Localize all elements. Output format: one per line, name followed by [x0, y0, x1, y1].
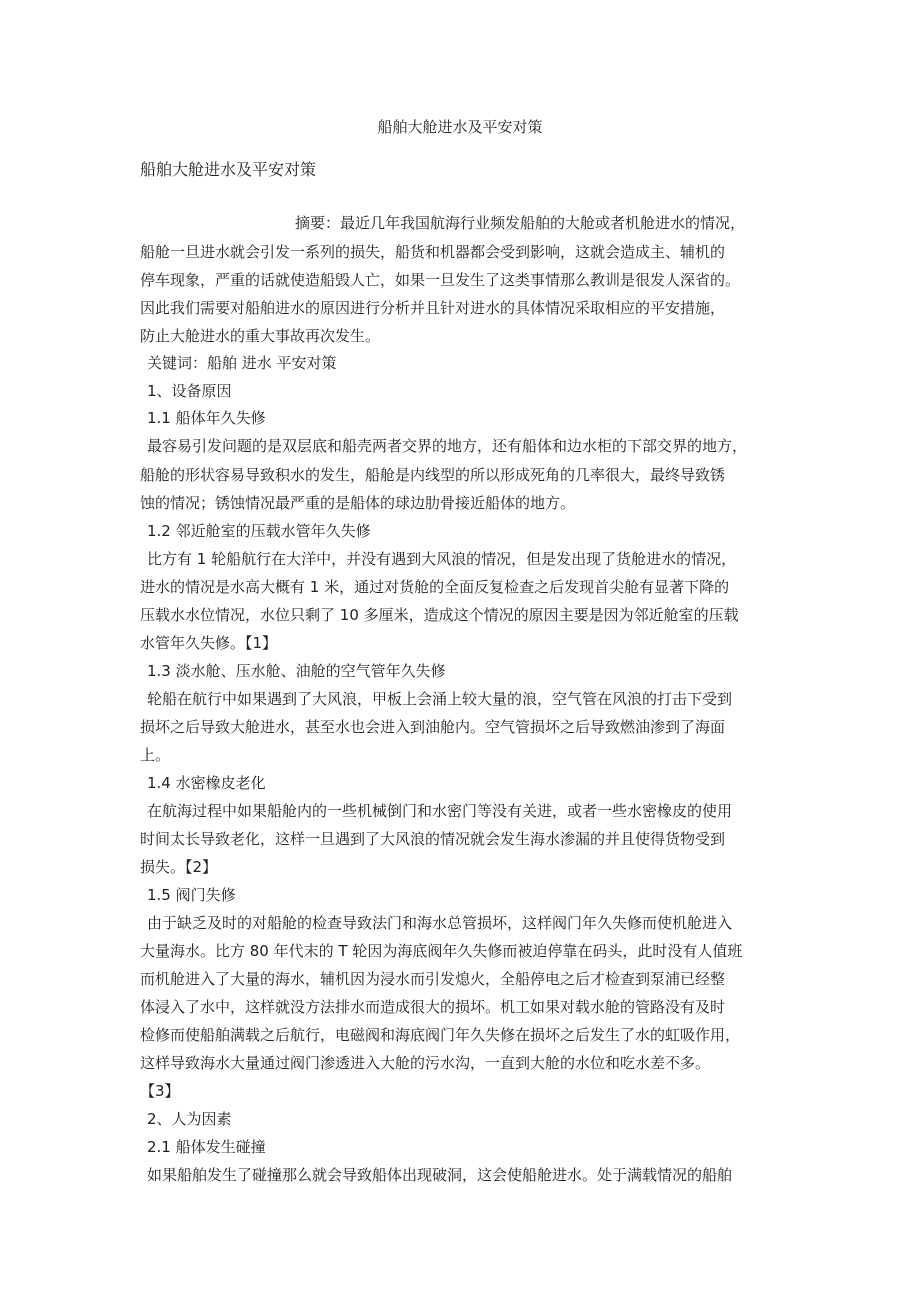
abstract-line-4: 因此我们需要对船舶进水的原因进行分析并且针对进水的具体情况采取相应的平安措施，: [140, 299, 726, 317]
paragraph-line: 比方有 1 轮船航行在大洋中，并没有遇到大风浪的情况，但是发出现了货舱进水的情况，: [147, 550, 737, 568]
subsection-heading-2-1: 2.1 船体发生碰撞: [147, 1138, 266, 1156]
subsection-heading-1-5: 1.5 阀门失修: [147, 886, 236, 904]
paragraph-line: 时间太长导致老化，这样一旦遇到了大风浪的情况就会发生海水渗漏的并且使得货物受到: [140, 830, 726, 848]
paragraph-line: 在航海过程中如果船舱内的一些机械倒门和水密门等没有关进，或者一些水密橡皮的使用: [147, 802, 733, 820]
paragraph-line: 检修而使船舶满载之后航行，电磁阀和海底阀门年久失修在损坏之后发生了水的虹吸作用，: [140, 1026, 741, 1044]
paragraph-line: 上。: [140, 746, 171, 764]
paragraph-line: 进水的情况是水高大概有 1 米，通过对货舱的全面反复检查之后发现首尖舱有显著下降的: [140, 578, 730, 596]
paragraph-line: 如果船舶发生了碰撞那么就会导致船体出现破洞，这会使船舱进水。处于满载情况的船舶: [147, 1166, 733, 1184]
paragraph-line: 水管年久失修。【1】: [140, 634, 278, 652]
paragraph-line: 而机舱进入了大量的海水，辅机因为浸水而引发熄火，全船停电之后才检查到泵浦已经整: [140, 970, 726, 988]
paragraph-line: 【3】: [140, 1082, 180, 1100]
paragraph-line: 最容易引发问题的是双层底和船壳两者交界的地方，还有船体和边水柜的下部交界的地方，: [147, 437, 748, 455]
subsection-heading-1-4: 1.4 水密橡皮老化: [147, 774, 266, 792]
paragraph-line: 蚀的情况；锈蚀情况最严重的是船体的球边肋骨接近船体的地方。: [140, 494, 576, 512]
paragraph-line: 由于缺乏及时的对船舱的检查导致法门和海水总管损坏，这样阀门年久失修而使机舱进入: [147, 914, 733, 932]
paragraph-line: 船舱的形状容易导致积水的发生，船舱是内线型的所以形成死角的几率很大，最终导致锈: [140, 466, 726, 484]
subsection-heading-1-2: 1.2 邻近舱室的压载水管年久失修: [147, 522, 371, 540]
document-heading: 船舶大舱进水及平安对策: [140, 160, 317, 179]
abstract-line-3: 停车现象，严重的话就使造船毁人亡，如果一旦发生了这类事情那么教训是很发人深省的。: [140, 271, 741, 289]
paragraph-line: 大量海水。比方 80 年代末的 T 轮因为海底阀年久失修而被迫停靠在码头，此时没有人值班: [140, 942, 743, 960]
paragraph-line: 损坏之后导致大舱进水，甚至水也会进入到油舱内。空气管损坏之后导致燃油渗到了海面: [140, 718, 726, 736]
subsection-heading-1-3: 1.3 淡水舱、压水舱、油舱的空气管年久失修: [147, 662, 446, 680]
section-heading-2: 2、人为因素: [147, 1110, 232, 1128]
paragraph-line: 压载水水位情况，水位只剩了 10 多厘米，造成这个情况的原因主要是因为邻近舱室的压载: [140, 606, 739, 624]
paragraph-line: 损失。【2】: [140, 858, 218, 876]
subsection-heading-1-1: 1.1 船体年久失修: [147, 409, 266, 427]
document-title: 船舶大舱进水及平安对策: [377, 118, 543, 136]
paragraph-line: 轮船在航行中如果遇到了大风浪，甲板上会涌上较大量的浪，空气管在风浪的打击下受到: [147, 690, 733, 708]
keywords: 关键词：船舶 进水 平安对策: [147, 354, 337, 372]
abstract-line-1: 摘要：最近几年我国航海行业频发船舶的大舱或者机舱进水的情况，: [295, 214, 746, 232]
abstract-line-5: 防止大舱进水的重大事故再次发生。: [140, 327, 381, 345]
section-heading-1: 1、设备原因: [147, 382, 232, 400]
abstract-line-2: 船舱一旦进水就会引发一系列的损失，船货和机器都会受到影响，这就会造成主、辅机的: [140, 243, 726, 261]
paragraph-line: 体浸入了水中，这样就没方法排水而造成很大的损坏。机工如果对载水舱的管路没有及时: [140, 998, 726, 1016]
paragraph-line: 这样导致海水大量通过阀门渗透进入大舱的污水沟，一直到大舱的水位和吃水差不多。: [140, 1054, 711, 1072]
